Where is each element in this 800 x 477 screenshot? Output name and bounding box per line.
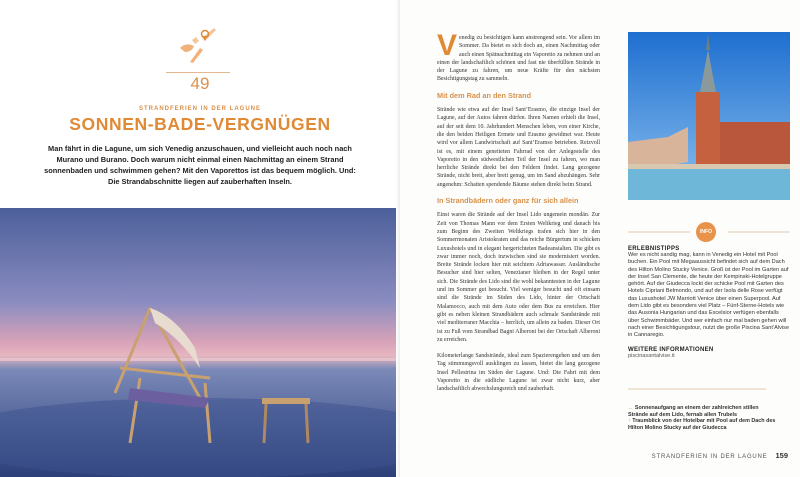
info-badge: INFO [696,222,716,242]
section-heading: Mit dem Rad an den Strand [437,90,532,100]
divider [166,72,230,73]
chapter-kicker: STRANDFERIEN IN DER LAGUNE [138,106,261,112]
beach-sunrise-photo [0,208,400,477]
info-box [628,222,790,359]
right-page [400,0,800,477]
paragraph: Kilometerlange Sandstrände, ideal zum Spazierengehen und um den Tag stimmungsvoll ausklingen zu lassen, bietet die lang gezogene Insel Pellestrina im Süden der Lagune. Und: Die Fahrt mit dem Vaporetto in die südliche Lagune ist zwar nicht kurz, aber landschaftlich abwechslungsreich und zauberhaft. [437,353,600,393]
photo-captions [628,405,778,431]
intro-paragraph: enedig zu besichtigen kann anstrengend sein. Vor allem im Sommer. Da bietet es sich doch an, einen Nachmittag oder auch einen Spätnachmittag ein Vaporetto zu nehmen und an einen der landschaftlich schönen und fast nie überfüllten Strände in der Lagune zu fahren, um neue Kräfte für den nächsten Besichtigungstag zu sammeln. [437,35,600,83]
divider [628,388,766,390]
divider [628,231,690,233]
info-link[interactable]: piscinasantalvise.it [628,352,675,359]
arrow-left-icon: ← [628,405,634,411]
section-heading: In Strandbädern oder ganz für sich allein [437,196,579,206]
page-footer [652,451,788,460]
info-text: Wer es nicht sandig mag, kann in Venedig ein Hotel mit Pool buchen. Ein Pool mit Megaaussicht befindet sich auf dem Dach des Hilton Molino Stucky Venice. Groß ist der Pool im Garten auf der Insel San Clemente, die heute der Kempinski-Hotelgruppe gehört. Auf der Giudecca lockt der schicke Pool mit Garten des Hotels Cipriani Belmondo, und auf der Isola delle Rose verfügt das Luxushotel JW Marriott Venice über einen Superpool. Auf dem Lido gibt es besonders viel Platz – Fünf-Sterne-Hotels wie das Ausonia Hungarian und das Excelsior verfügen ebenfalls über Schwimmbäder. Und wer einfach nur mal baden gehen will nach einer Besichtigungstour, nutzt die große Piscina Sant’Alvise in Cannaregio. [628,252,790,339]
page-number: 159 [775,451,788,460]
chapter-title: SONNEN-BADE-VERGNÜGEN [69,114,331,134]
arrow-up-icon: ↑ [628,418,631,425]
rooftop-pool-photo [628,32,790,200]
body-column [437,29,600,402]
lagoon-map-emblem-icon [172,26,222,66]
paragraph: Einst waren die Strände auf der Insel Lido ungemein mondän. Zur Zeit von Thomas Mann vor dem Ersten Weltkrieg und danach bis zum Beginn des Zweiten Weltkriegs trafen sich hier in den Sommermonaten Aristokraten und das reiche Bürgertum in schicken Luxushotels und in elegant hergerichteten Badeanstalten. Die gibt es zwar immer noch, doch inzwischen sind sie modernisiert worden. Breite Strände locken hier mit seichtem Adriawasser. Ausländische Besucher sind hier selten, Venezianer bleiben in der Regel unter sich. Die Strände des Lido sind die wohl bekanntesten in der Lagune und im Sommer gut besucht. Viel weniger besucht und oft einsam sind die Strände im Süden des Lido, hinter der Ortschaft Malamocco, auch mit dem Auto oder dem Bus zu erreichen. Hier gibt es neben kleinen Strandbädern auch schmale Sandstrände mit viel mediterraner Macchia – herrlich, um allein zu baden. Dieser Ort ist zu Fuß vom Strandbad Bagni Alberoni bei der Ortschaft Alberoni zu erreichen. [437,212,600,343]
caption: ↑ Traumblick von der Hotelbar mit Pool auf dem Dach des Hilton Molino Stucky auf der Giudecca [628,418,776,431]
divider [728,231,790,233]
chapter-number: 49 [190,74,210,93]
info-heading: ERLEBNISTIPPS [628,246,680,252]
more-info-heading: WEITERE INFORMATIONEN [628,346,714,353]
drop-cap: V [437,29,458,62]
caption: ← Sonnenaufgang an einem der zahlreichen stillen Strände auf dem Lido, fernab allen Trubels [628,405,759,418]
lead-paragraph: Man fährt in die Lagune, um sich Venedig anzuschauen, und vielleicht auch noch nach Murano und Burano. Doch warum nicht einmal einen Nachmittag an einem Strand sonnenbaden und schwimmen gehen? Mit den Vaporettos ist das bequem möglich. Und: Die Strandabschnitte liegen auf zauberhaften Inseln. [44,144,356,186]
running-head: STRANDFERIEN IN DER LAGUNE [651,454,768,460]
paragraph: Strände wie etwa auf der Insel Sant’Erasmo, die einzige Insel der Lagune, auf der Autos fahren dürfen. Ihren Namen erhielt die Insel, auf der seit dem 10. Jahrhundert Menschen leben, von einer Kirche, die den beiden Heiligen Ermete und Erasmo gewidmet war. Heute wird vor allem Landwirtschaft auf Sant’Eramso betrieben. Reizvoll ist es, mit einem geneiteten Fahrrad von der Anlegestelle des Vaporetto in den südwestlichen Teil der Insel zu fahren, wo man herrliche Strände direkt bei den Feldern findet. Lang gezogene Strände, nicht breit, aber breit genug, um im Sand abzuhängen. Sehr angenehm: Schatten spendende Bäume stehen direkt beim Strand. [437,107,600,188]
